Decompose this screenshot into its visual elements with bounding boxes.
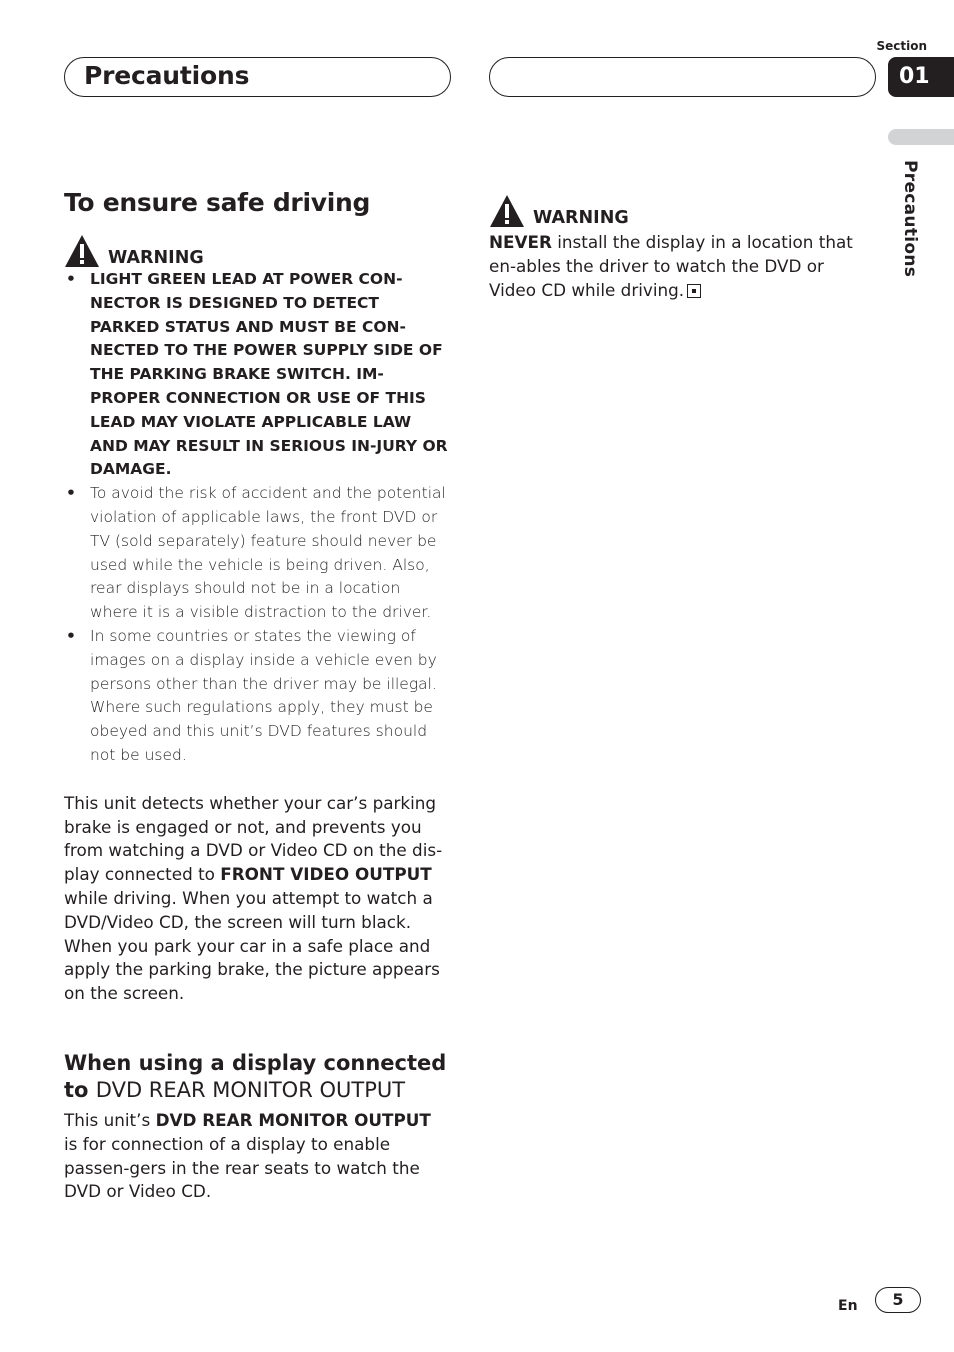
section-label: Section	[876, 39, 927, 53]
side-tab-label: Precautions	[900, 160, 920, 278]
paragraph-text: is for connection of a display to enable passen-gers in the rear seats to watch the DVD or Video CD.	[64, 1133, 420, 1202]
list-item: • To avoid the risk of accident and the potential violation of applicable laws, the front DVD or TV (sold separately) feature should never be used while the vehicle is being driven. Also, rear displays should not be in a location where it is a visible distraction to the driver.	[64, 482, 448, 625]
warning-header	[489, 192, 859, 228]
paragraph-bold-text: FRONT VIDEO OUTPUT	[220, 864, 432, 885]
right-column	[489, 192, 859, 302]
side-tab-marker	[888, 129, 954, 145]
page-number: 5	[875, 1287, 921, 1313]
left-column	[64, 180, 448, 1204]
subheading-normal-text: DVD REAR MONITOR OUTPUT	[95, 1077, 406, 1102]
paragraph-bold-text: DVD REAR MONITOR OUTPUT	[155, 1109, 431, 1130]
subsection-heading	[64, 1050, 448, 1104]
subheading-bold-text: When using a display connected to	[64, 1050, 447, 1102]
warning-label: WARNING	[108, 248, 204, 268]
header-right-pill	[489, 57, 876, 97]
warning-bold-text: NEVER	[489, 232, 552, 252]
list-item: • In some countries or states the viewing of images on a display inside a vehicle even by persons other than the driver may be illegal. Where such regulations apply, they must be obeyed and this unit’s DVD features should not be used.	[64, 625, 448, 768]
section-heading: To ensure safe driving	[64, 188, 371, 217]
display-location-warning	[489, 231, 859, 302]
warning-text: install the display in a location that en-ables the driver to watch the DVD or Video CD while driving.	[489, 232, 853, 300]
warning-list	[64, 268, 448, 768]
page-title: Precautions	[84, 61, 250, 90]
warning-label: WARNING	[533, 208, 629, 228]
section-number-badge: 01	[888, 57, 954, 97]
footer-language: En	[838, 1298, 858, 1314]
paragraph-text: This unit’s	[64, 1109, 156, 1130]
rear-monitor-paragraph	[64, 1109, 448, 1204]
paragraph-text: This unit detects whether your car’s parking brake is engaged or not, and prevents you from watching a DVD or Video CD on the dis-play connected to	[64, 792, 443, 885]
list-item: • LIGHT GREEN LEAD AT POWER CON-NECTOR IS DESIGNED TO DETECT PARKED STATUS AND MUST BE CON-NECTED TO THE POWER SUPPLY SIDE OF THE PARKING BRAKE SWITCH. IM-PROPER CONNECTION OR USE OF THIS LEAD MAY VIOLATE APPLICABLE LAW AND MAY RESULT IN SERIOUS IN-JURY OR DAMAGE.	[64, 268, 448, 482]
paragraph-text: while driving. When you attempt to watch a DVD/Video CD, the screen will turn black. When you park your car in a safe place and apply the parking brake, the picture appears on the screen.	[64, 887, 440, 1004]
parking-brake-paragraph	[64, 792, 448, 1006]
warning-triangle-icon	[489, 194, 525, 228]
end-mark-icon	[687, 284, 701, 298]
warning-triangle-icon	[64, 234, 100, 268]
warning-header	[64, 232, 448, 268]
